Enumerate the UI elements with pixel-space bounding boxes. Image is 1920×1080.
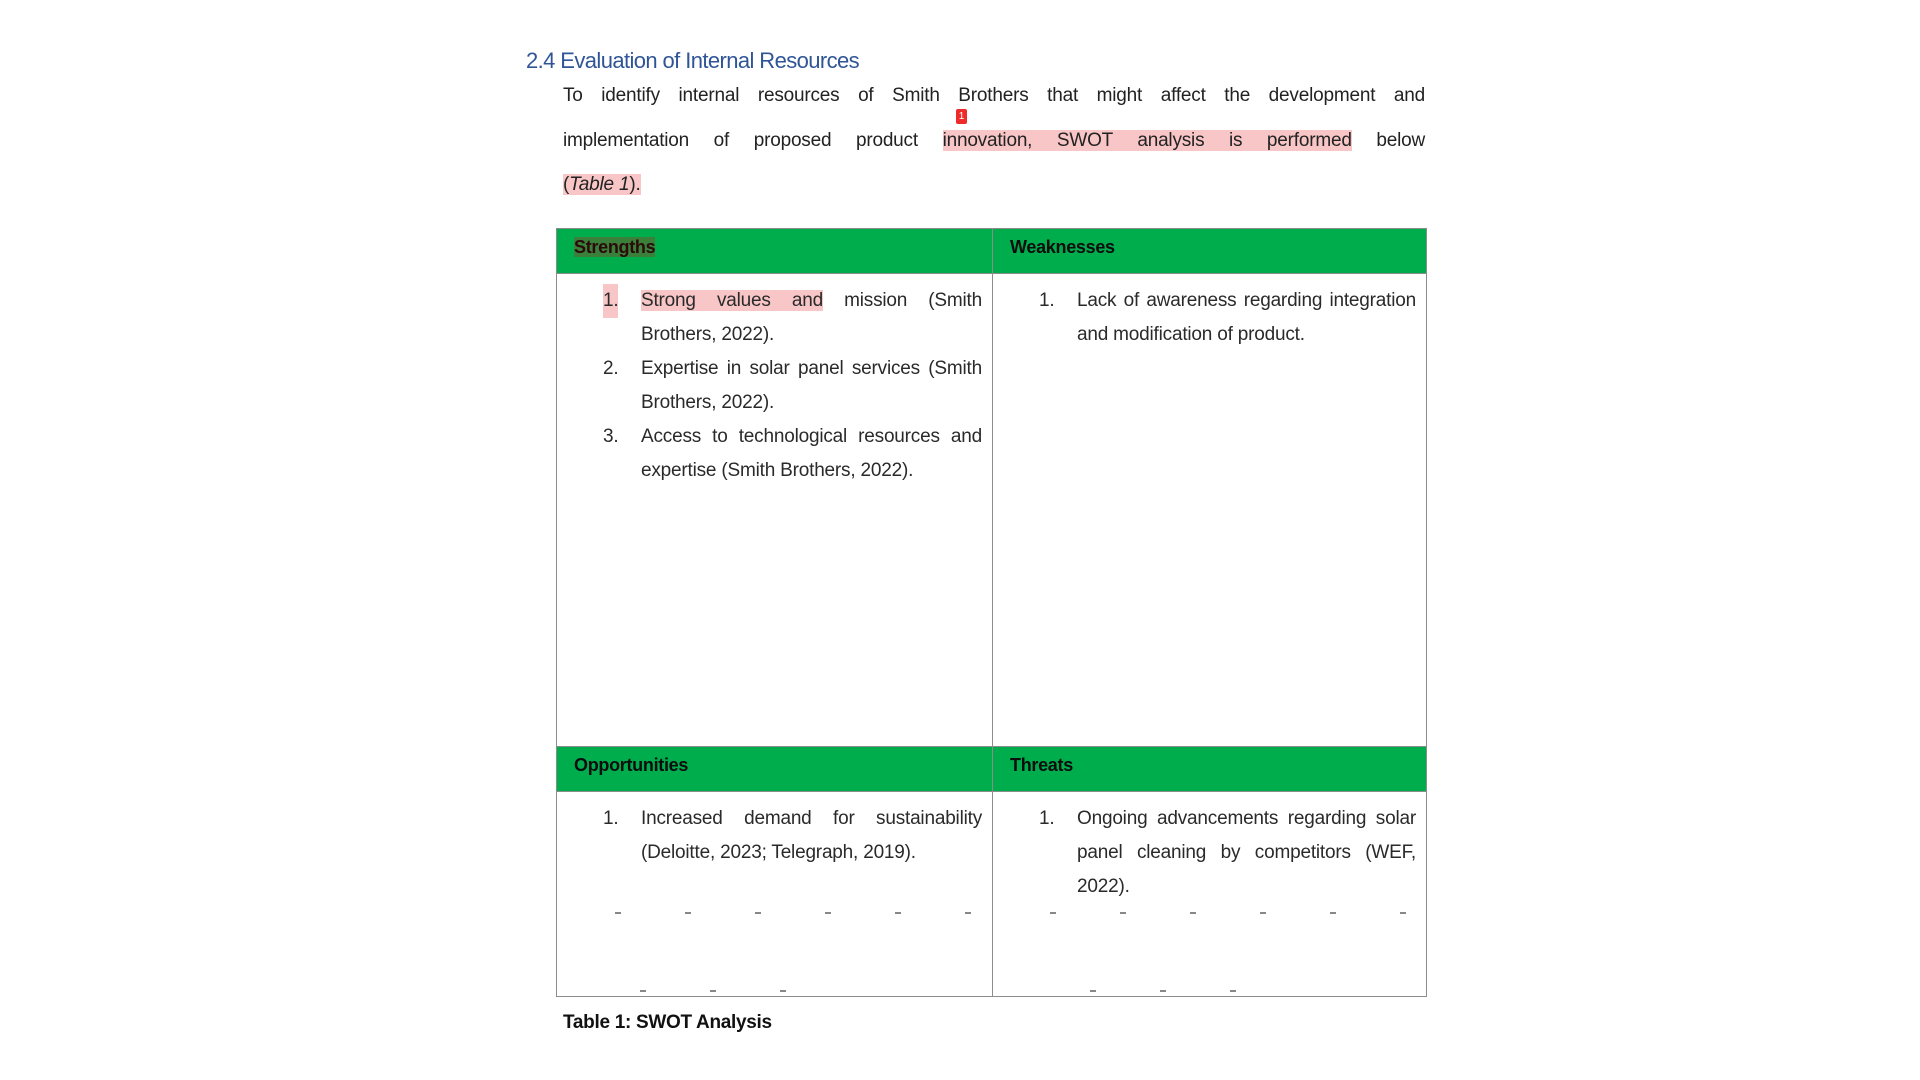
item-number: 1. <box>603 284 618 318</box>
paragraph-text: implementation of proposed product <box>563 130 918 151</box>
item-text: Expertise in solar panel services (Smith Brothers, 2022). <box>641 358 982 413</box>
item-number: 1. <box>1039 808 1055 829</box>
weaknesses-cell[interactable] <box>993 274 1427 747</box>
paren: ). <box>629 174 641 195</box>
header-label: Weaknesses <box>1010 237 1115 257</box>
item-number: 1. <box>603 808 619 829</box>
item-number: 3. <box>603 426 619 447</box>
strengths-cell[interactable] <box>557 274 993 747</box>
paragraph-line-1: To identify internal resources of Smith Brothers that might affect the development and <box>563 85 1425 106</box>
swot-table <box>556 228 1427 997</box>
item-text: Access to technological resources and expertise (Smith Brothers, 2022). <box>641 426 982 481</box>
header-weaknesses <box>993 229 1427 274</box>
paragraph-text: below <box>1376 130 1425 151</box>
paragraph-line-2 <box>563 128 1425 154</box>
section-heading: 2.4 Evaluation of Internal Resources <box>526 48 860 73</box>
table-reference[interactable] <box>563 174 641 195</box>
render-artifact <box>640 990 820 992</box>
list-item <box>557 420 992 488</box>
header-label: Threats <box>1010 755 1073 775</box>
header-strengths <box>557 229 993 274</box>
paragraph-line-3 <box>563 172 1425 198</box>
header-threats <box>993 747 1427 792</box>
render-artifact <box>615 912 975 914</box>
highlighted-text[interactable]: innovation, SWOT analysis is performed <box>942 130 1352 151</box>
highlighted-text[interactable]: Strong values and <box>641 290 823 311</box>
item-number: 2. <box>603 358 619 379</box>
threats-cell[interactable] <box>993 792 1427 997</box>
list-item <box>993 284 1426 352</box>
header-label: Strengths <box>574 237 656 257</box>
list-item <box>993 802 1426 904</box>
header-opportunities <box>557 747 993 792</box>
item-number: 1. <box>1039 290 1055 311</box>
opportunities-cell[interactable] <box>557 792 993 997</box>
item-text: Lack of awareness regarding integration and modification of product. <box>1077 290 1416 345</box>
table-ref-italic: Table 1 <box>569 174 630 195</box>
render-artifact <box>1050 912 1420 914</box>
list-item <box>557 284 992 352</box>
item-text: Increased demand for sustainability (Deloitte, 2023; Telegraph, 2019). <box>641 808 982 863</box>
item-text: mission (Smith Brothers, 2022). <box>641 290 982 345</box>
list-item <box>557 352 992 420</box>
header-label: Opportunities <box>574 755 689 775</box>
table-caption: Table 1: SWOT Analysis <box>563 1012 772 1033</box>
list-item <box>557 802 992 870</box>
render-artifact <box>1090 990 1290 992</box>
item-text: Ongoing advancements regarding solar panel cleaning by competitors (WEF, 2022). <box>1077 808 1416 897</box>
paren: ( <box>563 174 570 195</box>
comment-marker[interactable]: 1 <box>956 109 967 124</box>
